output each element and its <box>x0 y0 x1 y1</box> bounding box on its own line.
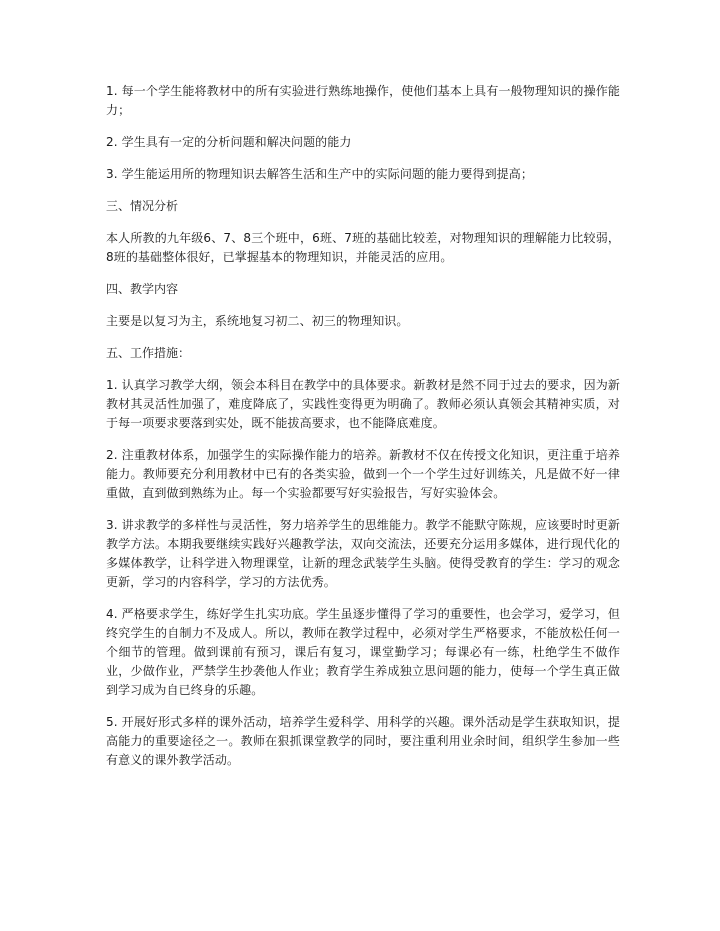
goal-1: 1. 每一个学生能将教材中的所有实验进行熟练地操作，使他们基本上具有一般物理知识的操作能力； <box>106 84 620 117</box>
section-heading-content: 四、教学内容 <box>106 282 179 296</box>
section-heading-situation: 三、情况分析 <box>106 199 179 213</box>
measure-1: 1. 认真学习教学大纲，领会本科目在教学中的具体要求。新教材是然不同于过去的要求，因为新教材其灵活性加强了，难度降底了，实践性变得更为明确了。教师必须认真领会其精神实质，对于每一项要求要落到实处，既不能拔高要求，也不能降底难度。 <box>106 378 620 430</box>
measure-4: 4. 严格要求学生，练好学生扎实功底。学生虽逐步懂得了学习的重要性，也会学习，爱学习，但终究学生的自制力不及成人。所以，教师在教学过程中，必须对学生严格要求，不能放松任何一个细节的管理。做到课前有预习，课后有复习，课堂勤学习；每课必有一练，杜绝学生不做作业，少做作业，严禁学生抄袭他人作业；教育学生养成独立思问题的能力，使每一个学生真正做到学习成为自已终身的乐趣。 <box>106 607 620 697</box>
measure-2: 2. 注重教材体系，加强学生的实际操作能力的培养。新教材不仅在传授文化知识，更注重于培养能力。教师要充分利用教材中已有的各类实验，做到一个一个学生过好训练关，凡是做不好一律重做，直到做到熟练为止。每一个实验都要写好实验报告，写好实验体会。 <box>106 448 620 500</box>
measure-3: 3. 讲求教学的多样性与灵活性，努力培养学生的思维能力。教学不能默守陈规，应该要时时更新教学方法。本期我要继续实践好兴趣教学法，双向交流法，还要充分运用多媒体，进行现代化的多媒体教学，让科学进入物理课堂，让新的理念武装学生头脑。使得受教育的学生：学习的观念更新，学习的内容科学，学习的方法优秀。 <box>106 518 620 589</box>
measure-5: 5. 开展好形式多样的课外活动，培养学生爱科学、用科学的兴趣。课外活动是学生获取知识，提高能力的重要途径之一。教师在狠抓课堂教学的同时，要注重利用业余时间，组织学生参加一些有意义的课外教学活动。 <box>106 715 620 767</box>
document-body <box>106 82 620 783</box>
section-heading-measures: 五、工作措施： <box>106 346 191 360</box>
content-paragraph: 主要是以复习为主，系统地复习初二、初三的物理知识。 <box>106 314 409 328</box>
situation-paragraph: 本人所教的九年级6、7、8三个班中，6班、7班的基础比较差，对物理知识的理解能力比较弱，8班的基础整体很好，已掌握基本的物理知识，并能灵活的应用。 <box>106 231 620 264</box>
goal-3: 3. 学生能运用所的物理知识去解答生活和生产中的实际问题的能力要得到提高； <box>106 167 533 181</box>
goal-2: 2. 学生具有一定的分析问题和解决问题的能力 <box>106 135 352 149</box>
